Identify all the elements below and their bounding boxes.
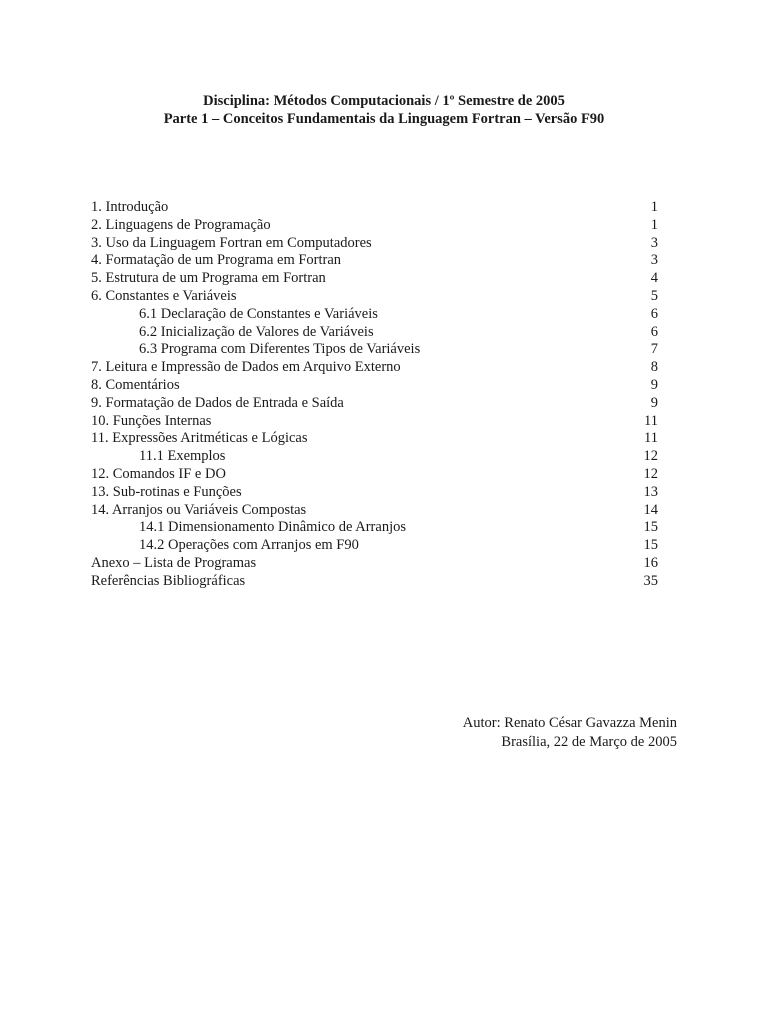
toc-entry-title: 4. Formatação de um Programa em Fortran — [91, 252, 342, 269]
toc-entry — [91, 395, 658, 413]
toc-entry-page-number: 9 — [650, 394, 658, 411]
toc-entry — [91, 359, 658, 377]
toc-entry — [91, 502, 658, 520]
toc-entry-title: 11. Expressões Aritméticas e Lógicas — [91, 430, 308, 447]
toc-entry-page-number: 14 — [643, 501, 658, 518]
toc-entry-title: 10. Funções Internas — [91, 412, 212, 429]
toc-entry-page-number: 15 — [643, 537, 658, 554]
toc-entry — [91, 341, 658, 359]
table-of-contents — [91, 199, 658, 591]
toc-entry-title: 1. Introdução — [91, 199, 169, 215]
toc-entry-page-number: 12 — [643, 465, 658, 482]
toc-entry — [91, 555, 658, 573]
toc-entry-page-number: 13 — [643, 483, 658, 500]
toc-entry-page-number: 1 — [650, 199, 658, 215]
toc-entry-page-number: 1 — [650, 216, 658, 233]
toc-entry-title: 5. Estrutura de um Programa em Fortran — [91, 270, 326, 287]
toc-entry — [91, 377, 658, 395]
toc-entry-page-number: 6 — [650, 323, 658, 340]
toc-entry-page-number: 11 — [644, 430, 658, 447]
toc-entry — [91, 199, 658, 217]
toc-entry-page-number: 7 — [650, 341, 658, 358]
toc-entry-title: 14. Arranjos ou Variáveis Compostas — [91, 501, 307, 518]
toc-entry-title: 3. Uso da Linguagem Fortran em Computadores — [91, 234, 372, 251]
toc-entry — [91, 430, 658, 448]
toc-entry-page-number: 12 — [643, 448, 658, 465]
toc-entry — [91, 519, 658, 537]
toc-entry-page-number: 9 — [650, 376, 658, 393]
toc-entry-title: 8. Comentários — [91, 376, 180, 393]
toc-entry-title: Referências Bibliográficas — [91, 572, 246, 589]
author-line: Autor: Renato César Gavazza Menin — [462, 715, 677, 731]
toc-entry — [91, 537, 658, 555]
toc-entry-title: 9. Formatação de Dados de Entrada e Saída — [91, 394, 344, 411]
toc-entry — [91, 573, 658, 591]
course-title: Disciplina: Métodos Computacionais / 1º Semestre de 2005 — [203, 93, 565, 109]
toc-entry-page-number: 35 — [643, 572, 658, 589]
toc-entry-page-number: 8 — [650, 359, 658, 376]
toc-entry-page-number: 3 — [650, 252, 658, 269]
toc-entry — [91, 217, 658, 235]
toc-entry-page-number: 3 — [650, 234, 658, 251]
toc-entry — [91, 252, 658, 270]
toc-entry-page-number: 6 — [650, 305, 658, 322]
toc-entry-page-number: 16 — [643, 554, 658, 571]
signature-block — [463, 714, 677, 752]
toc-entry-title: Anexo – Lista de Programas — [91, 554, 257, 571]
toc-entry — [91, 466, 658, 484]
toc-entry-title: 6. Constantes e Variáveis — [91, 287, 237, 304]
part-title: Parte 1 – Conceitos Fundamentais da Linguagem Fortran – Versão F90 — [163, 111, 605, 127]
document-header — [0, 92, 768, 128]
toc-entry — [91, 288, 658, 306]
place-date-line: Brasília, 22 de Março de 2005 — [501, 734, 677, 750]
toc-entry-title: 13. Sub-rotinas e Funções — [91, 483, 242, 500]
toc-entry-title: 2. Linguagens de Programação — [91, 216, 271, 233]
toc-entry — [91, 484, 658, 502]
toc-entry — [91, 306, 658, 324]
toc-entry — [91, 324, 658, 342]
toc-entry-title: 12. Comandos IF e DO — [91, 465, 226, 482]
toc-entry-title: 6.1 Declaração de Constantes e Variáveis — [139, 305, 378, 322]
toc-entry-title: 6.3 Programa com Diferentes Tipos de Variáveis — [139, 341, 421, 358]
toc-entry-page-number: 15 — [643, 519, 658, 536]
toc-entry — [91, 235, 658, 253]
toc-entry-title: 14.2 Operações com Arranjos em F90 — [139, 537, 359, 554]
toc-entry-title: 7. Leitura e Impressão de Dados em Arquivo Externo — [91, 359, 401, 376]
toc-entry-title: 14.1 Dimensionamento Dinâmico de Arranjos — [139, 519, 406, 536]
toc-entry — [91, 270, 658, 288]
toc-entry-title: 6.2 Inicialização de Valores de Variáveis — [139, 323, 374, 340]
toc-entry-title: 11.1 Exemplos — [139, 448, 226, 465]
toc-entry-page-number: 4 — [650, 270, 658, 287]
toc-entry-page-number: 5 — [650, 287, 658, 304]
toc-entry — [91, 413, 658, 431]
toc-entry — [91, 448, 658, 466]
toc-entry-page-number: 11 — [644, 412, 658, 429]
